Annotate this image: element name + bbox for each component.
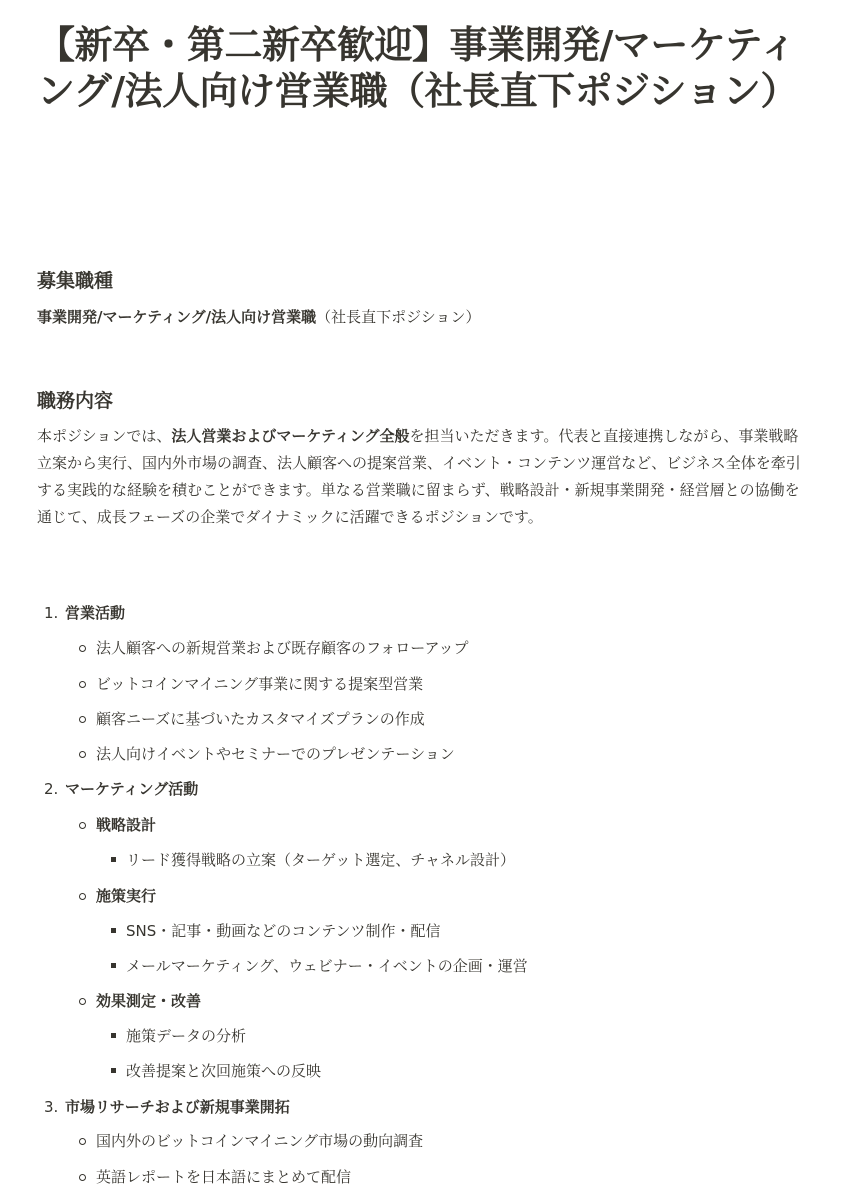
circle-bullet-icon [79, 716, 86, 723]
duties-intro-bold: 法人営業およびマーケティング全般 [171, 427, 410, 445]
square-bullet-icon [111, 1033, 116, 1038]
list-item-measurement: 効果測定・改善 [96, 992, 202, 1010]
position-role [37, 305, 481, 329]
circle-bullet-icon [79, 645, 86, 652]
list-item-execution: 施策実行 [96, 887, 157, 905]
circle-bullet-icon [79, 681, 86, 688]
list-number: 1. [44, 604, 59, 622]
list-number: 3. [44, 1098, 59, 1116]
list-item: 顧客ニーズに基づいたカスタマイズプランの作成 [96, 710, 425, 728]
list-item-sales: 営業活動 [65, 604, 126, 622]
square-bullet-icon [111, 928, 116, 933]
list-item: メールマーケティング、ウェビナー・イベントの企画・運営 [126, 957, 528, 975]
square-bullet-icon [111, 1068, 116, 1073]
circle-bullet-icon [79, 1138, 86, 1145]
circle-bullet-icon [79, 822, 86, 829]
circle-bullet-icon [79, 998, 86, 1005]
duties-intro-2: を担当いただきます。代表と直接連携しながら、事業戦略立案から実行、国内外市場の調査、法人顧客への提案営業、イベント・コンテンツ運営など、ビジネス全体を牽引する実践的な経験を積むことができます。単なる営業職に留まらず、戦略設計・新規事業開発・経営層との協働を通じて、成長フェーズの企業でダイナミックに活躍できるポジションです。 [37, 427, 801, 526]
list-item: リード獲得戦略の立案（ターゲット選定、チャネル設計） [126, 851, 515, 869]
list-item: 法人顧客への新規営業および既存顧客のフォローアップ [96, 639, 469, 657]
list-number: 2. [44, 780, 59, 798]
list-item-research: 市場リサーチおよび新規事業開拓 [65, 1098, 290, 1116]
duties-intro-1: 本ポジションでは、 [37, 427, 172, 445]
duties-description [37, 423, 812, 531]
position-role-bold: 事業開発/マーケティング/法人向け営業職 [37, 308, 317, 326]
list-item: ビットコインマイニング事業に関する提案型営業 [96, 675, 424, 693]
list-item: 法人向けイベントやセミナーでのプレゼンテーション [96, 745, 455, 763]
square-bullet-icon [111, 963, 116, 968]
square-bullet-icon [111, 857, 116, 862]
duties-heading: 職務内容 [37, 390, 114, 412]
list-item: 施策データの分析 [126, 1027, 247, 1045]
page-title: 【新卒・第二新卒歓迎】事業開発/マーケティング/法人向け営業職（社長直下ポジション） [37, 23, 798, 113]
circle-bullet-icon [79, 893, 86, 900]
list-item: SNS・記事・動画などのコンテンツ制作・配信 [126, 922, 441, 940]
list-item: 英語レポートを日本語にまとめて配信 [96, 1168, 352, 1186]
list-item: 改善提案と次回施策への反映 [126, 1062, 322, 1080]
circle-bullet-icon [79, 751, 86, 758]
list-item-strategy: 戦略設計 [96, 816, 157, 834]
circle-bullet-icon [79, 1174, 86, 1181]
list-item-marketing: マーケティング活動 [65, 780, 199, 798]
position-heading: 募集職種 [37, 270, 114, 292]
position-role-note: （社長直下ポジション） [316, 308, 481, 326]
list-item: 国内外のビットコインマイニング市場の動向調査 [96, 1132, 424, 1150]
